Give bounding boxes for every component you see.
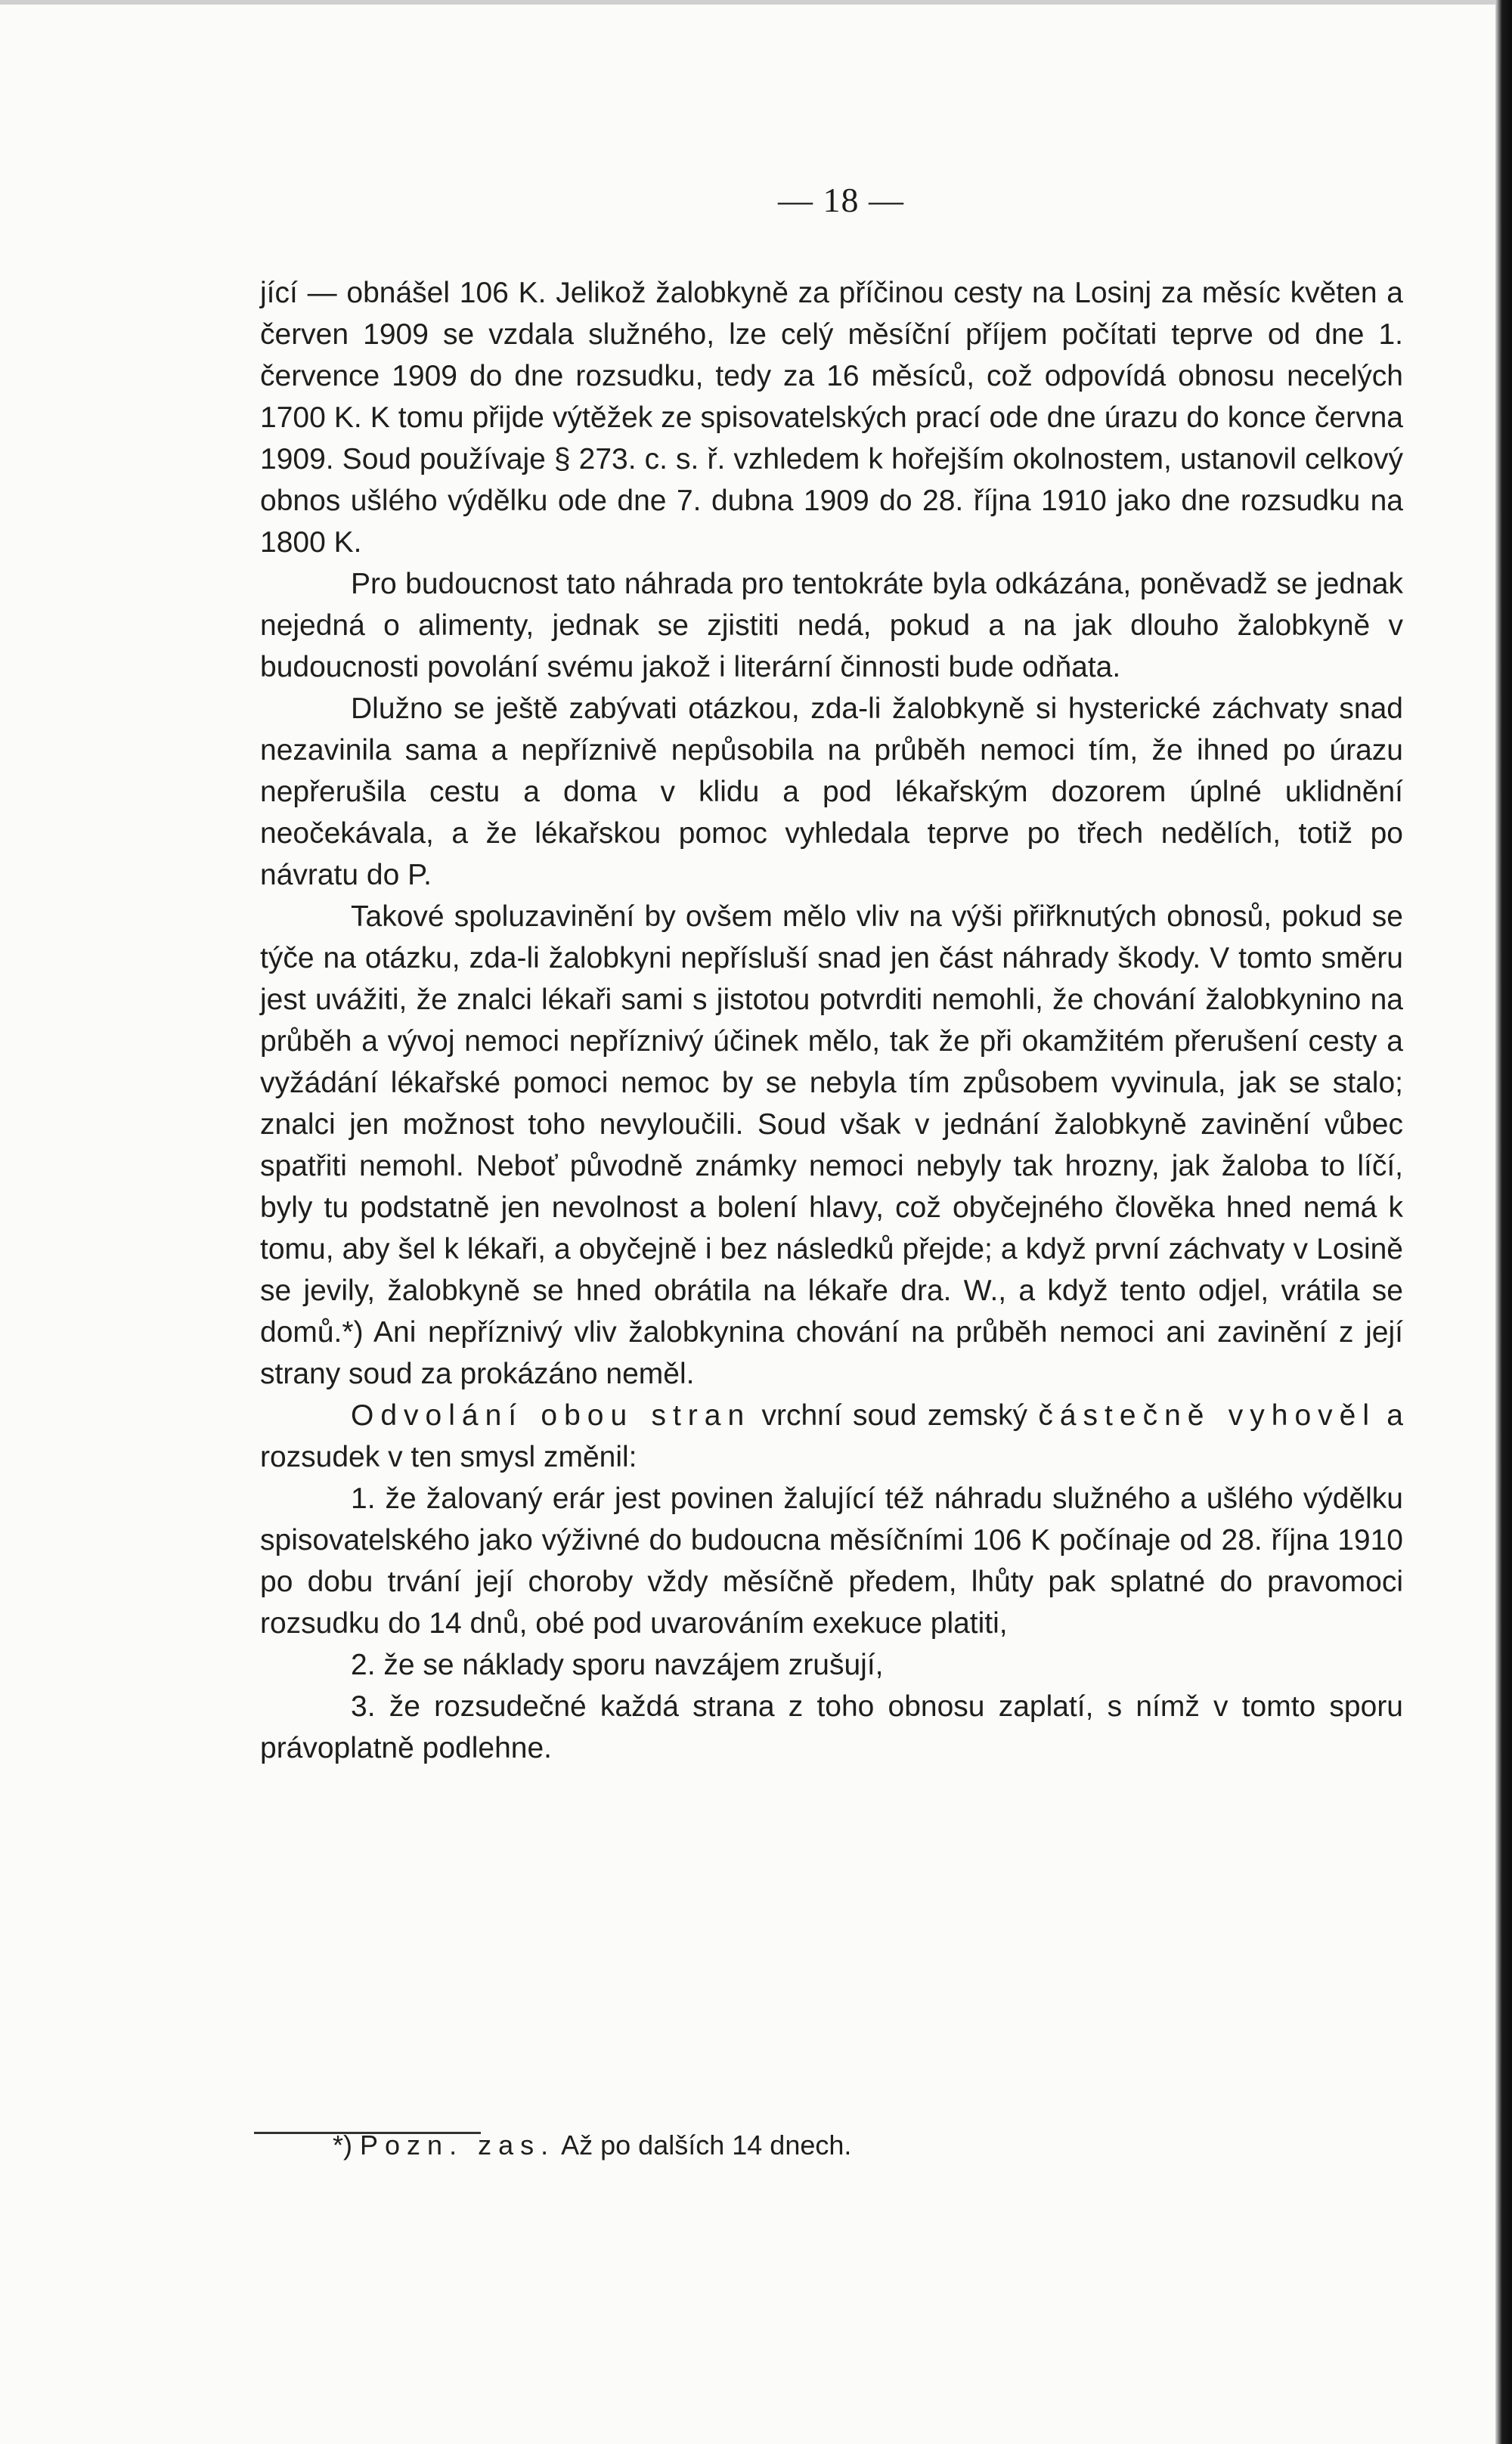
page-top-edge — [0, 0, 1512, 5]
ruling-item-3: 3. že rozsudečné každá strana z toho obnosu zaplatí, s nímž v tomto sporu právoplatně podlehne. — [260, 1690, 1403, 1764]
page-binding-edge — [1495, 0, 1512, 2444]
page-number: — 18 — — [778, 181, 904, 219]
partial-phrase: částečně vyhověl — [1038, 1399, 1376, 1432]
paragraph-hysteric-attacks: Dlužno se ještě zabývati otázkou, zda-li žalobkyně si hysterické záchvaty snad nezavinila sama a nepříznivě nepůsobila na průběh nemoci tím, že ihned po úrazu nepřerušila cestu a doma v klidu a pod lékařským dozorem úplné uklidnění neočekávala, a že lékařskou pomoc vyhledala teprve po třech nedělích, totiž po návratu do P. — [260, 692, 1403, 891]
footnote-text: Až po dalších 14 dnech. — [561, 2130, 852, 2161]
paragraph-future-compensation: Pro budoucnost tato náhrada pro tentokráte byla odkázána, poněvadž se jednak nejedná o alimenty, jednak se zjistiti nedá, pokud a na jak dlouho žalobkyně v budoucnosti povolání svému jakož i literární činnosti bude odňata. — [260, 568, 1403, 683]
footnote-marker: *) — [333, 2130, 352, 2161]
ruling-item-2: 2. že se náklady sporu navzájem zrušují, — [351, 1649, 884, 1681]
footnote-label: Pozn. zas. — [360, 2130, 556, 2161]
body-text — [260, 272, 1403, 1769]
paragraph-continuation: jící — obnášel 106 K. Jelikož žalobkyně za příčinou cesty na Losinj za měsíc květen a červen 1909 se vzdala služného, lze celý měsíční příjem počítati teprve od dne 1. července 1909 do dne rozsudku, tedy za 16 měsíců, což odpovídá obnosu necelých 1700 K. K tomu přijde výtěžek ze spisovatelských prací ode dne úrazu do konce června 1909. Soud používaje § 273. c. s. ř. vzhledem k hořejším okolnostem, ustanovil celkový obnos ušlého výdělku ode dne 7. dubna 1909 do 28. října 1910 jako dne rozsudku na 1800 K. — [260, 277, 1403, 559]
paragraph-contributory-fault: Takové spoluzavinění by ovšem mělo vliv na výši přiřknutých obnosů, pokud se týče na otázku, zda-li žalobkyni nepřísluší snad jen část náhrady škody. V tomto směru jest uvážiti, že znalci lékaři sami s jistotou potvrditi nemohli, že chování žalobkynino na průběh a vývoj nemoci nepříznivý účinek mělo, tak že při okamžitém přerušení cesty a vyžádání lékařské pomoci nemoc by se nebyla tím způsobem vyvinula, jak se stalo; znalci jen možnost toho nevyloučili. Soud však v jednání žalobkyně zavinění vůbec spatřiti nemohl. Neboť původně známky nemoci nebyly tak hrozny, jak žaloba to líčí, byly tu podstatně jen nevolnost a bolení hlavy, což obyčejného člověka hned nemá k tomu, aby šel k lékaři, a obyčejně i bez následků přejde; a když první záchvaty v Losině se jevily, žalobkyně se hned obrátila na lékaře dra. W., a když tento odjel, vrátila se domů.*) Ani nepříznivý vliv žalobkynina chování na průběh nemoci ani zavinění z její strany soud za prokázáno neměl. — [260, 900, 1403, 1390]
ruling-item-1: 1. že žalovaný erár jest povinen žalující též náhradu služného a ušlého výdělku spisovatelského jako výživné do budoucna měsíčními 106 K počínaje od 28. října 1910 po dobu trvání její choroby vždy měsíčně předem, lhůty pak splatné do pravomoci rozsudku do 14 dnů, obé pod uvarováním exekuce platiti, — [260, 1482, 1403, 1640]
paragraph-appeal-ruling — [260, 1395, 1403, 1478]
ruling-tail: a rozsudek v ten smysl změnil: — [260, 1399, 1403, 1473]
footnote — [333, 2126, 1391, 2165]
court-phrase: vrchní soud zemský — [751, 1399, 1039, 1432]
appeal-phrase: Odvolání obou stran — [351, 1399, 751, 1432]
